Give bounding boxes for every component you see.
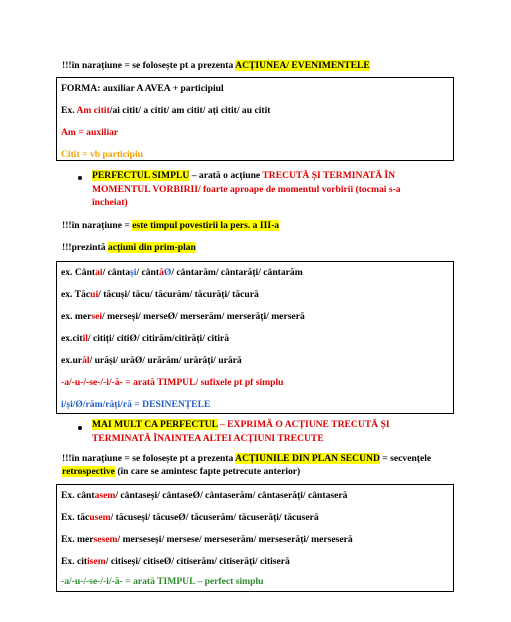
auxiliar-line: Am = auxiliar xyxy=(61,127,119,138)
l3-highlight: acțiuni din prim-plan xyxy=(107,242,196,253)
l3-text: !!!prezintă xyxy=(62,242,108,253)
r1-c: / cânta xyxy=(102,267,131,278)
ps-row-6: -a/-u-/-se-/-i/-ă- = arată TIMPUL/ sufixele pt pf simplu xyxy=(61,377,284,388)
r2-b: ui xyxy=(90,289,99,300)
l4-c: = secvențele xyxy=(379,453,432,464)
r2-c: / tăcuși/ tăcu/ tăcurăm/ tăcurăți/ tăcură xyxy=(98,289,259,300)
ex-am: Am citit xyxy=(76,105,110,116)
l2-text: !!!în narațiune = xyxy=(62,220,133,231)
r5-a: ex.ur xyxy=(61,355,83,366)
ps-red: TRECUTĂ ȘI TERMINATĂ ÎN xyxy=(262,170,396,181)
r5-c: / urăși/ urăØ/ urărăm/ urărăți/ urără xyxy=(89,355,242,366)
intro-line-2 xyxy=(62,220,279,232)
m2-c: / tăcuseși/ tăcuseØ/ tăcuserăm/ tăcuserăți/ tăcuseră xyxy=(110,512,319,523)
highlight-actiunea: ACȚIUNEA/ EVENIMENTELE xyxy=(235,60,370,71)
ps-title-2: MOMENTUL VORBIRII/ foarte aproape de momentul vorbirii (tocmai s-a xyxy=(92,184,401,195)
ps-examples-box xyxy=(56,261,454,414)
m4-a: Ex. cit xyxy=(61,556,88,567)
intro-line-4b xyxy=(62,466,300,478)
ps-title: PERFECTUL SIMPLU xyxy=(92,170,190,181)
ps-text: – arată o acțiune xyxy=(189,170,263,181)
ps-row-3 xyxy=(61,311,305,323)
mmc-row-4 xyxy=(61,556,290,568)
example-line xyxy=(61,105,270,117)
m2-b: usem xyxy=(89,512,111,523)
r1-e: / cânt xyxy=(136,267,160,278)
r1-b: ai xyxy=(95,267,103,278)
ps-row-1 xyxy=(61,267,303,279)
m3-a: Ex. mer xyxy=(61,534,94,545)
m1-a: Ex. cânt xyxy=(61,490,95,501)
r3-c: / merseși/ merseØ/ merserăm/ merserăți/ merseră xyxy=(102,311,305,322)
mmc-title-1 xyxy=(92,419,390,431)
intro-line-4a xyxy=(62,453,431,465)
mmc-row-5: -a/-u-/-se-/-i/-ă- = arată TIMPUL – perfect simplu xyxy=(61,576,264,587)
m3-c: / merseseși/ mersese/ merseserăm/ merseserăți/ merseseră xyxy=(117,534,353,545)
r4-a: ex.cit xyxy=(61,333,83,344)
mmc-red: – EXPRIMĂ O ACȚIUNE TRECUTĂ ȘI xyxy=(217,419,390,430)
r2-a: ex. Tăc xyxy=(61,289,91,300)
r3-a: ex. mer xyxy=(61,311,92,322)
forma-box xyxy=(56,77,454,161)
m4-b: isem xyxy=(87,556,106,567)
ex-prefix: Ex. xyxy=(61,105,77,116)
m1-c: / cântaseși/ cântaseØ/ cântaserăm/ cântaserăți/ cântaseră xyxy=(115,490,348,501)
participiu-line: Citit = vb participiu xyxy=(61,149,143,160)
l4-e: (în care se amintesc fapte petrecute anterior) xyxy=(114,466,301,477)
l2-highlight: este timpul povestirii la pers. a III-a xyxy=(132,220,280,231)
m1-b: asem xyxy=(94,490,116,501)
r4-c: / citiți/ citiØ/ citirăm/citirăți/ citiră xyxy=(87,333,230,344)
r1-a: ex. Cânt xyxy=(61,267,96,278)
mmc-row-3 xyxy=(61,534,353,546)
bullet-mmc xyxy=(78,426,82,430)
intro-line-3 xyxy=(62,242,196,254)
m3-b: sesem xyxy=(93,534,118,545)
ps-row-5 xyxy=(61,355,242,367)
r1-h: / cântarăm/ cântarăți/ cântarăm xyxy=(171,267,303,278)
l4-a: !!!în narațiune = se folosește pt a prezenta xyxy=(62,453,236,464)
bullet-ps xyxy=(78,176,82,180)
r4-b: il xyxy=(82,333,88,344)
r5-b: ăl xyxy=(82,355,90,366)
ps-row-2 xyxy=(61,289,259,301)
mmc-row-2 xyxy=(61,512,319,524)
mmc-examples-box xyxy=(56,484,454,592)
ps-row-4 xyxy=(61,333,229,345)
ps-title-1 xyxy=(92,170,395,182)
l4-b: ACȚIUNILE DIN PLAN SECUND xyxy=(235,453,380,464)
mmc-title: MAI MULT CA PERFECTUL xyxy=(92,419,218,430)
intro-line-1 xyxy=(62,60,370,72)
m2-a: Ex. tăc xyxy=(61,512,90,523)
ps-title-3: încheiat) xyxy=(92,197,128,208)
r1-f: ă xyxy=(159,267,164,278)
mmc-title-2: TERMINATĂ ÎNAINTEA ALTEI ACȚIUNI TRECUTE xyxy=(92,433,324,444)
ex-rest: /ai citit/ a citit/ am citit/ ați citit/ au citit xyxy=(109,105,271,116)
r1-g: Ø xyxy=(163,267,172,278)
r3-b: sei xyxy=(91,311,103,322)
ps-row-7: i/și/Ø/răm/răți/ră = DESINENȚELE xyxy=(61,399,211,410)
m4-c: / citiseși/ citiseØ/ citiserăm/ citiserăți/ citiseră xyxy=(105,556,290,567)
r1-d: și xyxy=(130,267,137,278)
l4-d: retrospective xyxy=(62,466,115,477)
intro-text: !!!în narațiune = se folosește pt a prezenta xyxy=(62,60,236,71)
mmc-row-1 xyxy=(61,490,347,502)
forma-line: FORMA: auxiliar A AVEA + participiul xyxy=(61,83,224,94)
